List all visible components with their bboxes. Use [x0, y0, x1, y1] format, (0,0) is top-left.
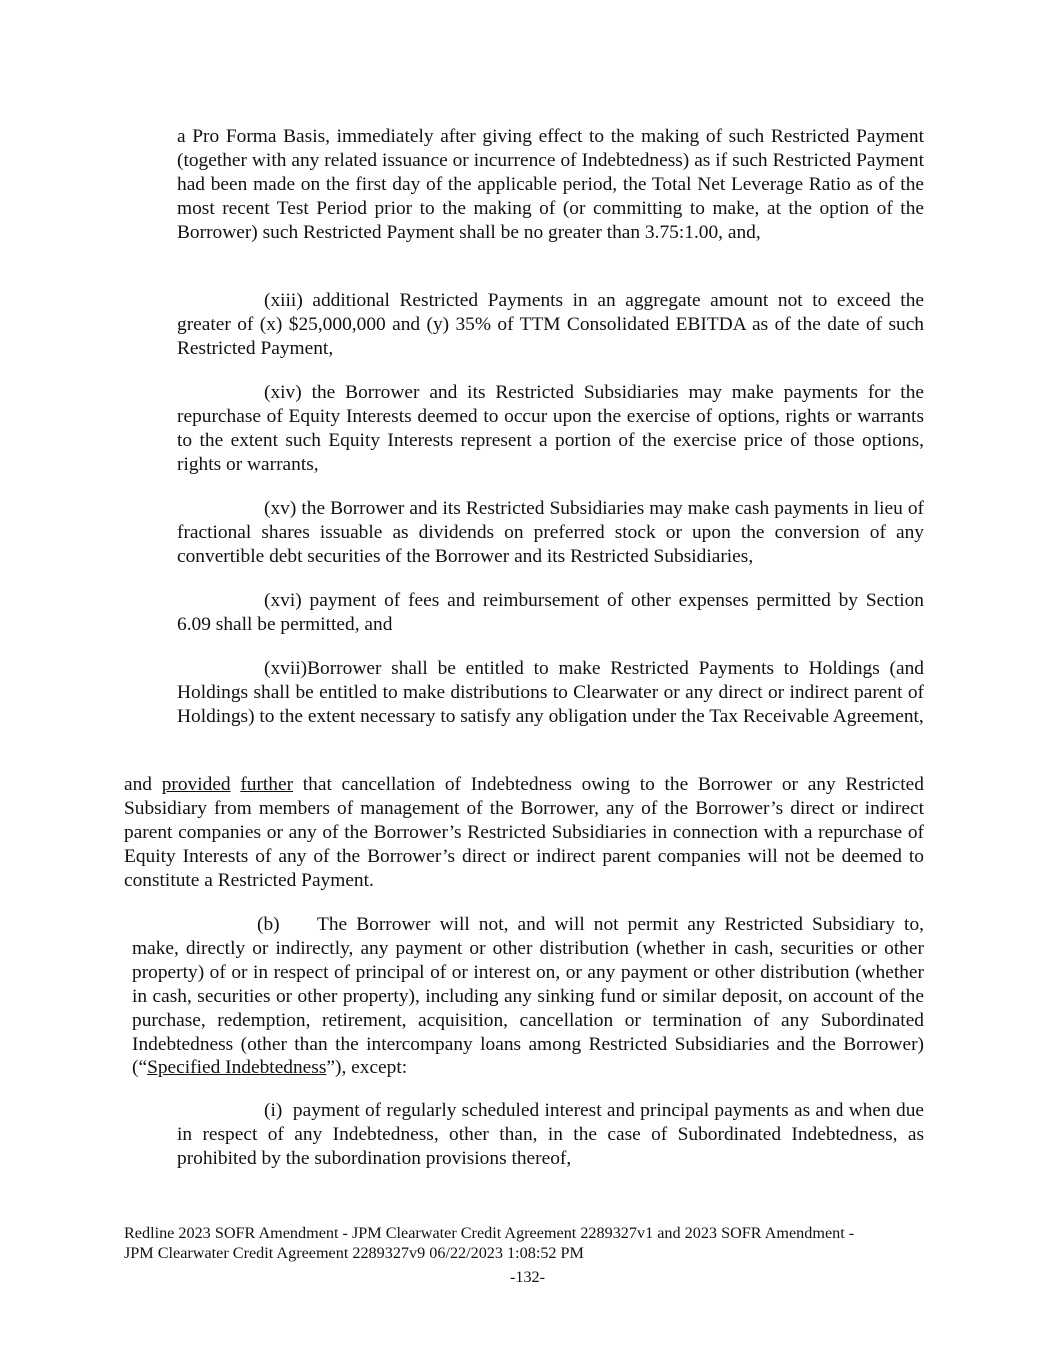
clause-label: (xvii)	[264, 658, 308, 679]
clause-label: (xvi)	[264, 590, 302, 611]
paragraph-tail: ”), except:	[326, 1057, 408, 1079]
footer-line-1: Redline 2023 SOFR Amendment - JPM Clearwater Credit Agreement 2289327v1 and 2023 SOFR Amendment -	[124, 1224, 855, 1242]
paragraph-text: The Borrower will not, and will not permit any Restricted Subsidiary to, make, directly or indirectly, any payment or other distribution (whether in cash, securities or other property) of or in respect of principal of or interest on, or any payment or other distribution (whether in cash, securities or other property), including any sinking fund or similar deposit, on account of the purchase, redemption, retirement, acquisition, cancellation or termination of any Subordinated Indebtedness (other than the intercompany loans among Restricted Subsidiaries and the Borrower) (“	[132, 914, 924, 1079]
clause-label: (xiii)	[264, 290, 303, 311]
paragraph-opening	[177, 125, 924, 245]
further-term: further	[240, 774, 294, 795]
paragraph-text: Borrower shall be entitled to make Restricted Payments to Holdings (and Holdings shall be entitled to make distributions to Clearwater or any direct or indirect parent of Holdings) to the extent necessary to satisfy any obligation under the Tax Receivable Agreement,	[177, 658, 924, 727]
clause-label: (b)	[257, 914, 280, 935]
paragraph-xvii	[177, 657, 924, 729]
clause-label: (xv)	[264, 498, 297, 519]
document-footer	[124, 1224, 924, 1263]
clause-label: (i)	[264, 1100, 283, 1121]
paragraph-text: the Borrower and its Restricted Subsidiaries may make cash payments in lieu of fractional shares issuable as dividends on preferred stock or upon the conversion of any convertible debt securities of the Borrower and its Restricted Subsidiaries,	[177, 498, 924, 567]
paragraph-text: that cancellation of Indebtedness owing to the Borrower or any Restricted Subsidiary from members of management of the Borrower, any of the Borrower’s direct or indirect parent companies or any of the Borrower’s Restricted Subsidiaries in connection with a repurchase of Equity Interests of any of the Borrower’s direct or indirect parent companies will not be deemed to constitute a Restricted Payment.	[124, 774, 924, 891]
page-number: -132-	[509, 1268, 546, 1286]
paragraph-text: payment of fees and reimbursement of other expenses permitted by Section 6.09 shall be permitted, and	[177, 590, 924, 635]
paragraph-xvi	[177, 589, 924, 637]
footer-line-2: JPM Clearwater Credit Agreement 2289327v9 06/22/2023 1:08:52 PM	[124, 1243, 584, 1262]
paragraph-text: a Pro Forma Basis, immediately after giving effect to the making of such Restricted Payment (together with any related issuance or incurrence of Indebtedness) as if such Restricted Payment had been made on the first day of the applicable period, the Total Net Leverage Ratio as of the most recent Test Period prior to the making of (or committing to make, at the option of the Borrower) such Restricted Payment shall be no greater than 3.75:1.00, and,	[177, 126, 924, 243]
paragraph-text: additional Restricted Payments in an aggregate amount not to exceed the greater of (x) $25,000,000 and (y) 35% of TTM Consolidated EBITDA as of the date of such Restricted Payment,	[177, 290, 924, 359]
paragraph-i	[177, 1099, 924, 1171]
paragraph-b	[132, 913, 924, 1080]
paragraph-text: the Borrower and its Restricted Subsidiaries may make payments for the repurchase of Equity Interests deemed to occur upon the exercise of options, rights or warrants to the extent such Equity Interests represent a portion of the exercise price of those options, rights or warrants,	[177, 382, 924, 475]
paragraph-xv	[177, 497, 924, 569]
provided-term: provided	[161, 774, 231, 795]
defined-term-specified-indebtedness: Specified Indebtedness	[147, 1057, 327, 1079]
clause-label: (xiv)	[264, 382, 302, 403]
paragraph-provided-further	[124, 773, 924, 893]
paragraph-xiv	[177, 381, 924, 477]
lead-word: and	[124, 774, 152, 795]
paragraph-text: payment of regularly scheduled interest and principal payments as and when due in respect of any Indebtedness, other than, in the case of Subordinated Indebtedness, as prohibited by the subordination provisions thereof,	[177, 1100, 924, 1169]
paragraph-xiii	[177, 289, 924, 361]
